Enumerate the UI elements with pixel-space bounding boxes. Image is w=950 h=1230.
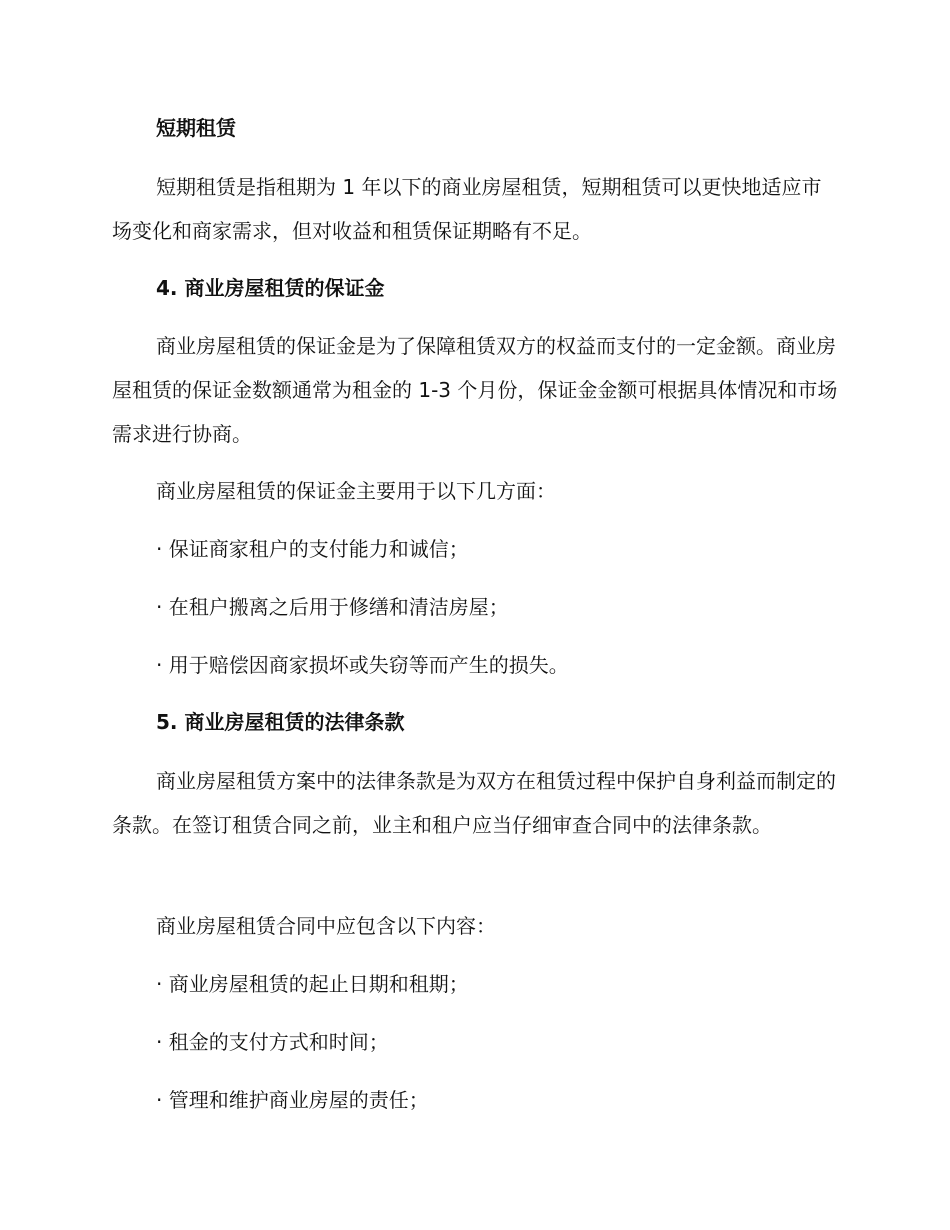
list-item-contract-3: · 管理和维护商业房屋的责任； bbox=[156, 1088, 429, 1112]
paragraph-legal-terms: 商业房屋租赁方案中的法律条款是为双方在租赁过程中保护自身利益而制定的条款。在签订租赁合同之前，业主和租户应当仔细审查合同中的法律条款。 bbox=[112, 769, 836, 837]
paragraph-short-term-lease: 短期租赁是指租期为 1 年以下的商业房屋租赁，短期租赁可以更快地适应市场变化和商家需求，但对收益和租赁保证期略有不足。 bbox=[112, 175, 822, 243]
heading-deposit: 4. 商业房屋租赁的保证金 bbox=[156, 276, 385, 300]
heading-short-term-lease: 短期租赁 bbox=[156, 116, 236, 140]
paragraph-contract-contents-intro: 商业房屋租赁合同中应包含以下内容： bbox=[156, 914, 496, 938]
list-item-deposit-1: · 保证商家租户的支付能力和诚信； bbox=[156, 537, 469, 561]
heading-legal-terms: 5. 商业房屋租赁的法律条款 bbox=[156, 710, 405, 734]
list-item-deposit-3: · 用于赔偿因商家损坏或失窃等而产生的损失。 bbox=[156, 653, 569, 677]
paragraph-deposit-uses-intro: 商业房屋租赁的保证金主要用于以下几方面： bbox=[156, 479, 556, 503]
paragraph-deposit-definition: 商业房屋租赁的保证金是为了保障租赁双方的权益而支付的一定金额。商业房屋租赁的保证金数额通常为租金的 1-3 个月份，保证金金额可根据具体情况和市场需求进行协商。 bbox=[112, 334, 838, 446]
list-item-contract-1: · 商业房屋租赁的起止日期和租期； bbox=[156, 972, 469, 996]
list-item-contract-2: · 租金的支付方式和时间； bbox=[156, 1030, 389, 1054]
list-item-deposit-2: · 在租户搬离之后用于修缮和清洁房屋； bbox=[156, 595, 509, 619]
